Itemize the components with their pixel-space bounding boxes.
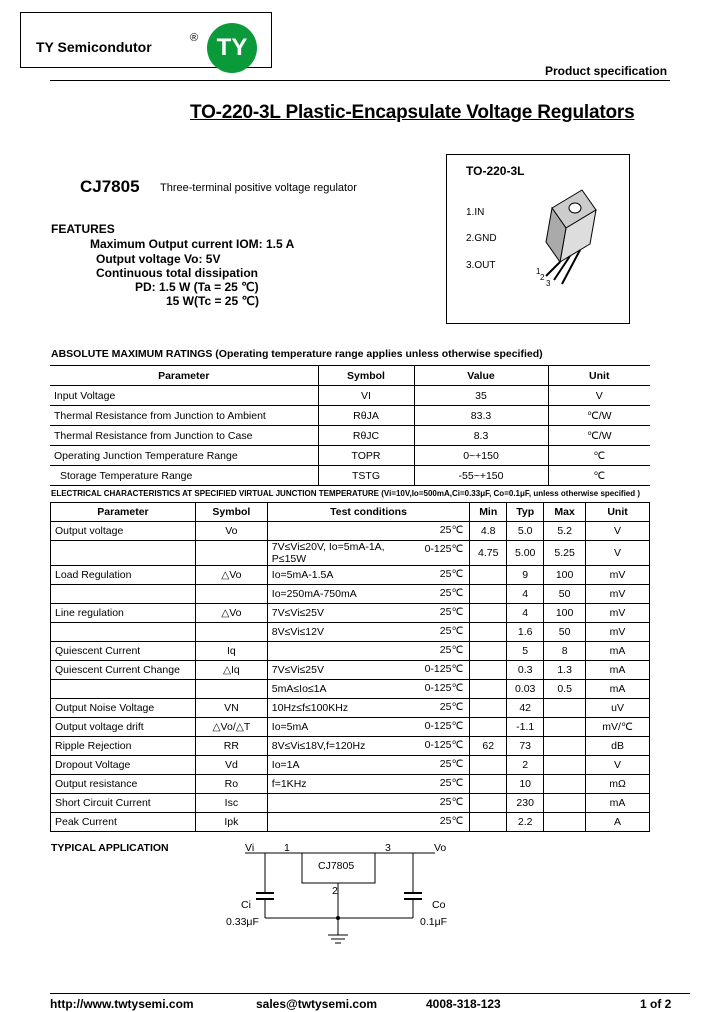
cell-typ: 5 — [507, 642, 544, 661]
cell-symbol: Vd — [195, 756, 267, 775]
cell-unit: A — [586, 813, 650, 832]
cell-test-conditions — [267, 623, 469, 642]
cell-min — [470, 756, 507, 775]
cell-min — [470, 661, 507, 680]
brand-name: TY Semicondutor — [36, 39, 152, 55]
pin3-label: 3 — [385, 842, 391, 854]
condition-text: 7V≤Vi≤25V — [271, 607, 324, 619]
cell-symbol: △Vo/△T — [195, 718, 267, 737]
co-label: Co — [432, 899, 446, 911]
condition-text: 7V≤Vi≤20V, Io=5mA-1A, P≤15W — [271, 541, 385, 565]
cell-symbol: △Iq — [195, 661, 267, 680]
cell-max: 1.3 — [544, 661, 586, 680]
cell-unit: ℃ — [548, 466, 650, 486]
vo-label: Vo — [434, 842, 447, 854]
pin-gnd: 2.GND — [466, 233, 497, 244]
cell-typ: 230 — [507, 794, 544, 813]
table-row — [51, 642, 650, 661]
svg-text:3: 3 — [546, 279, 551, 288]
cell-test-conditions — [267, 737, 469, 756]
ci-label: Ci — [241, 899, 251, 911]
cell-min — [470, 699, 507, 718]
condition-text: 10Hz≤f≤100KHz — [271, 702, 349, 714]
table-header-row — [51, 503, 650, 522]
cell-min — [470, 680, 507, 699]
feature-max-current: Maximum Output current IOM: 1.5 A — [90, 237, 295, 251]
cell-parameter: Load Regulation — [51, 566, 196, 585]
cell-max: 5.25 — [544, 541, 586, 566]
condition-text: 8V≤Vi≤18V,f=120Hz — [271, 740, 366, 752]
product-spec-label: Product specification — [545, 64, 668, 78]
condition-text: Io=5mA — [271, 721, 309, 733]
cell-value: 83.3 — [414, 406, 548, 426]
cell-test-conditions — [267, 585, 469, 604]
header-rule — [50, 80, 670, 81]
cell-parameter: Dropout Voltage — [51, 756, 196, 775]
col-symbol: Symbol — [318, 366, 414, 386]
feature-pd-tc: 15 W(Tc = 25 ℃) — [166, 294, 259, 308]
table-row — [51, 756, 650, 775]
registered-mark: ® — [190, 32, 199, 44]
cell-parameter: Input Voltage — [50, 386, 318, 406]
cell-unit: uV — [586, 699, 650, 718]
pin2-label: 2 — [332, 885, 338, 897]
cell-typ: 5.00 — [507, 541, 544, 566]
cell-parameter — [51, 623, 196, 642]
cell-parameter: Output resistance — [51, 775, 196, 794]
cell-unit: V — [586, 522, 650, 541]
cell-test-conditions — [267, 680, 469, 699]
cell-symbol: VI — [318, 386, 414, 406]
cell-min — [470, 623, 507, 642]
table-row — [50, 386, 650, 406]
svg-text:2: 2 — [540, 273, 545, 282]
cell-parameter: Storage Temperature Range — [50, 466, 318, 486]
cell-symbol: △Vo — [195, 566, 267, 585]
footer-url[interactable]: http://www.twtysemi.com — [50, 997, 194, 1011]
col-unit: Unit — [586, 503, 650, 522]
page-title: TO-220-3L Plastic-Encapsulate Voltage Regulators — [190, 102, 635, 123]
cell-unit: V — [586, 756, 650, 775]
col-unit: Unit — [548, 366, 650, 386]
cell-symbol: Iq — [195, 642, 267, 661]
condition-temperature: 25℃ — [439, 758, 464, 770]
cell-parameter: Output voltage — [51, 522, 196, 541]
abs-max-heading: ABSOLUTE MAXIMUM RATINGS (Operating temperature range applies unless otherwise specified) — [51, 348, 543, 360]
cell-unit: mV — [586, 604, 650, 623]
condition-text: Io=5mA-1.5A — [271, 569, 334, 581]
cell-max: 5.2 — [544, 522, 586, 541]
table-row — [50, 446, 650, 466]
cell-typ: 10 — [507, 775, 544, 794]
cell-typ: -1.1 — [507, 718, 544, 737]
cell-typ: 4 — [507, 585, 544, 604]
elec-heading: ELECTRICAL CHARACTERISTICS AT SPECIFIED VIRTUAL JUNCTION TEMPERATURE (Vi=10V,Io=500mA,Ci=0.33μF, Co=0.1μF, unless otherwise specified ) — [51, 489, 641, 498]
co-value: 0.1μF — [420, 916, 448, 928]
cell-min — [470, 794, 507, 813]
col-max: Max — [544, 503, 586, 522]
ty-logo: TY — [207, 23, 257, 73]
table-row — [51, 699, 650, 718]
condition-temperature: 0-125℃ — [424, 543, 464, 555]
cell-max — [544, 718, 586, 737]
cell-unit: ℃/W — [548, 426, 650, 446]
cell-test-conditions — [267, 756, 469, 775]
cell-min — [470, 718, 507, 737]
cell-min: 4.8 — [470, 522, 507, 541]
cell-unit: mV — [586, 566, 650, 585]
cell-parameter — [51, 680, 196, 699]
cell-value: 8.3 — [414, 426, 548, 446]
cell-symbol: VN — [195, 699, 267, 718]
table-row — [51, 623, 650, 642]
cell-typ: 73 — [507, 737, 544, 756]
part-number: CJ7805 — [80, 177, 140, 196]
cell-min — [470, 642, 507, 661]
condition-temperature: 25℃ — [439, 568, 464, 580]
features-heading: FEATURES — [51, 222, 115, 236]
cell-test-conditions — [267, 718, 469, 737]
pin-out: 3.OUT — [466, 260, 496, 271]
cell-max — [544, 756, 586, 775]
vi-label: Vi — [245, 842, 255, 854]
cell-typ: 0.3 — [507, 661, 544, 680]
cell-typ: 1.6 — [507, 623, 544, 642]
cell-unit: mA — [586, 680, 650, 699]
cell-symbol: RθJA — [318, 406, 414, 426]
cell-parameter: Operating Junction Temperature Range — [50, 446, 318, 466]
table-row — [50, 406, 650, 426]
cell-max — [544, 737, 586, 756]
table-row — [51, 522, 650, 541]
cell-min — [470, 566, 507, 585]
svg-text:1: 1 — [536, 267, 541, 276]
cell-test-conditions — [267, 794, 469, 813]
col-test-conditions: Test conditions — [267, 503, 469, 522]
condition-text: 8V≤Vi≤12V — [271, 626, 324, 638]
table-row — [51, 737, 650, 756]
cell-unit: mV/℃ — [586, 718, 650, 737]
condition-text: f=1KHz — [271, 778, 307, 790]
cell-parameter: Thermal Resistance from Junction to Case — [50, 426, 318, 446]
cell-max: 8 — [544, 642, 586, 661]
cell-value: -55~+150 — [414, 466, 548, 486]
cell-unit: dB — [586, 737, 650, 756]
cell-test-conditions — [267, 699, 469, 718]
cell-typ: 0.03 — [507, 680, 544, 699]
table-row — [50, 426, 650, 446]
application-circuit — [220, 838, 470, 948]
cell-symbol — [195, 623, 267, 642]
condition-temperature: 0-125℃ — [424, 720, 464, 732]
condition-temperature: 25℃ — [439, 606, 464, 618]
condition-temperature: 0-125℃ — [424, 682, 464, 694]
cell-unit: V — [548, 386, 650, 406]
cell-test-conditions — [267, 604, 469, 623]
cell-min — [470, 813, 507, 832]
table-row — [51, 794, 650, 813]
footer-page: 1 of 2 — [640, 997, 672, 1011]
cell-test-conditions — [267, 661, 469, 680]
cell-typ: 5.0 — [507, 522, 544, 541]
condition-temperature: 25℃ — [439, 625, 464, 637]
cell-max — [544, 775, 586, 794]
cell-unit: mΩ — [586, 775, 650, 794]
table-row — [51, 813, 650, 832]
table-row — [50, 466, 650, 486]
cell-symbol: RR — [195, 737, 267, 756]
footer-rule — [50, 993, 690, 994]
table-row — [51, 680, 650, 699]
condition-text: Io=250mA-750mA — [271, 588, 357, 600]
cell-typ: 42 — [507, 699, 544, 718]
cell-parameter: Quiescent Current Change — [51, 661, 196, 680]
cell-value: 0~+150 — [414, 446, 548, 466]
cell-symbol — [195, 680, 267, 699]
table-header-row — [50, 366, 650, 386]
cell-min — [470, 585, 507, 604]
col-parameter: Parameter — [50, 366, 318, 386]
condition-text: Io=1A — [271, 759, 300, 771]
pin-in: 1.IN — [466, 207, 485, 218]
cell-symbol — [195, 585, 267, 604]
condition-temperature: 25℃ — [439, 701, 464, 713]
cell-parameter: Short Circuit Current — [51, 794, 196, 813]
cell-parameter: Ripple Rejection — [51, 737, 196, 756]
cell-test-conditions — [267, 566, 469, 585]
cell-max: 0.5 — [544, 680, 586, 699]
table-row — [51, 604, 650, 623]
pin1-label: 1 — [284, 842, 290, 854]
cell-parameter — [51, 541, 196, 566]
cell-min — [470, 604, 507, 623]
cell-min: 4.75 — [470, 541, 507, 566]
cell-symbol: Isc — [195, 794, 267, 813]
footer-email[interactable]: sales@twtysemi.com — [256, 997, 378, 1011]
cell-typ: 4 — [507, 604, 544, 623]
cell-min — [470, 775, 507, 794]
condition-temperature: 0-125℃ — [424, 663, 464, 675]
cell-max — [544, 813, 586, 832]
cell-symbol: △Vo — [195, 604, 267, 623]
condition-temperature: 25℃ — [439, 644, 464, 656]
feature-pd-ta: PD: 1.5 W (Ta = 25 ℃) — [135, 280, 259, 294]
condition-temperature: 25℃ — [439, 524, 464, 536]
col-symbol: Symbol — [195, 503, 267, 522]
cell-max: 50 — [544, 585, 586, 604]
cell-max — [544, 794, 586, 813]
cell-typ: 9 — [507, 566, 544, 585]
cell-test-conditions — [267, 522, 469, 541]
cell-symbol: TOPR — [318, 446, 414, 466]
part-description: Three-terminal positive voltage regulator — [160, 182, 357, 194]
col-parameter: Parameter — [51, 503, 196, 522]
col-typ: Typ — [507, 503, 544, 522]
cell-symbol — [195, 541, 267, 566]
cell-symbol: Vo — [195, 522, 267, 541]
cell-test-conditions — [267, 642, 469, 661]
condition-temperature: 25℃ — [439, 777, 464, 789]
cell-parameter: Line regulation — [51, 604, 196, 623]
cell-test-conditions — [267, 775, 469, 794]
ci-value: 0.33μF — [226, 916, 259, 928]
cell-unit: mA — [586, 661, 650, 680]
cell-symbol: Ro — [195, 775, 267, 794]
cell-parameter — [51, 585, 196, 604]
condition-temperature: 25℃ — [439, 815, 464, 827]
cell-test-conditions — [267, 541, 469, 566]
feature-output-voltage: Output voltage Vo: 5V — [96, 252, 221, 266]
table-row — [51, 661, 650, 680]
condition-temperature: 25℃ — [439, 587, 464, 599]
cell-symbol: RθJC — [318, 426, 414, 446]
cell-symbol: TSTG — [318, 466, 414, 486]
table-row — [51, 566, 650, 585]
cell-unit: mA — [586, 794, 650, 813]
cell-typ: 2 — [507, 756, 544, 775]
cell-max — [544, 699, 586, 718]
feature-dissipation: Continuous total dissipation — [96, 266, 258, 280]
cell-parameter: Output Noise Voltage — [51, 699, 196, 718]
cell-value: 35 — [414, 386, 548, 406]
cell-unit: mV — [586, 585, 650, 604]
typical-app-heading: TYPICAL APPLICATION — [51, 842, 169, 854]
cell-parameter: Peak Current — [51, 813, 196, 832]
condition-text: 5mA≤Io≤1A — [271, 683, 327, 695]
cell-unit: mA — [586, 642, 650, 661]
package-title: TO-220-3L — [466, 164, 525, 178]
table-row — [51, 718, 650, 737]
condition-text: 7V≤Vi≤25V — [271, 664, 324, 676]
condition-temperature: 25℃ — [439, 796, 464, 808]
cell-symbol: Ipk — [195, 813, 267, 832]
cell-parameter: Output voltage drift — [51, 718, 196, 737]
cell-unit: ℃ — [548, 446, 650, 466]
cell-test-conditions — [267, 813, 469, 832]
footer-phone: 4008-318-123 — [426, 997, 501, 1011]
table-row — [51, 585, 650, 604]
cell-parameter: Thermal Resistance from Junction to Ambient — [50, 406, 318, 426]
to220-package-drawing — [530, 180, 610, 290]
cell-unit: mV — [586, 623, 650, 642]
cell-max: 50 — [544, 623, 586, 642]
col-min: Min — [470, 503, 507, 522]
cell-unit: ℃/W — [548, 406, 650, 426]
col-value: Value — [414, 366, 548, 386]
cell-parameter: Quiescent Current — [51, 642, 196, 661]
abs-max-table — [50, 365, 650, 486]
table-row — [51, 541, 650, 566]
cell-min: 62 — [470, 737, 507, 756]
condition-temperature: 0-125℃ — [424, 739, 464, 751]
chip-label: CJ7805 — [318, 860, 355, 872]
cell-typ: 2.2 — [507, 813, 544, 832]
table-row — [51, 775, 650, 794]
cell-unit: V — [586, 541, 650, 566]
cell-max: 100 — [544, 604, 586, 623]
cell-max: 100 — [544, 566, 586, 585]
electrical-table — [50, 502, 650, 832]
